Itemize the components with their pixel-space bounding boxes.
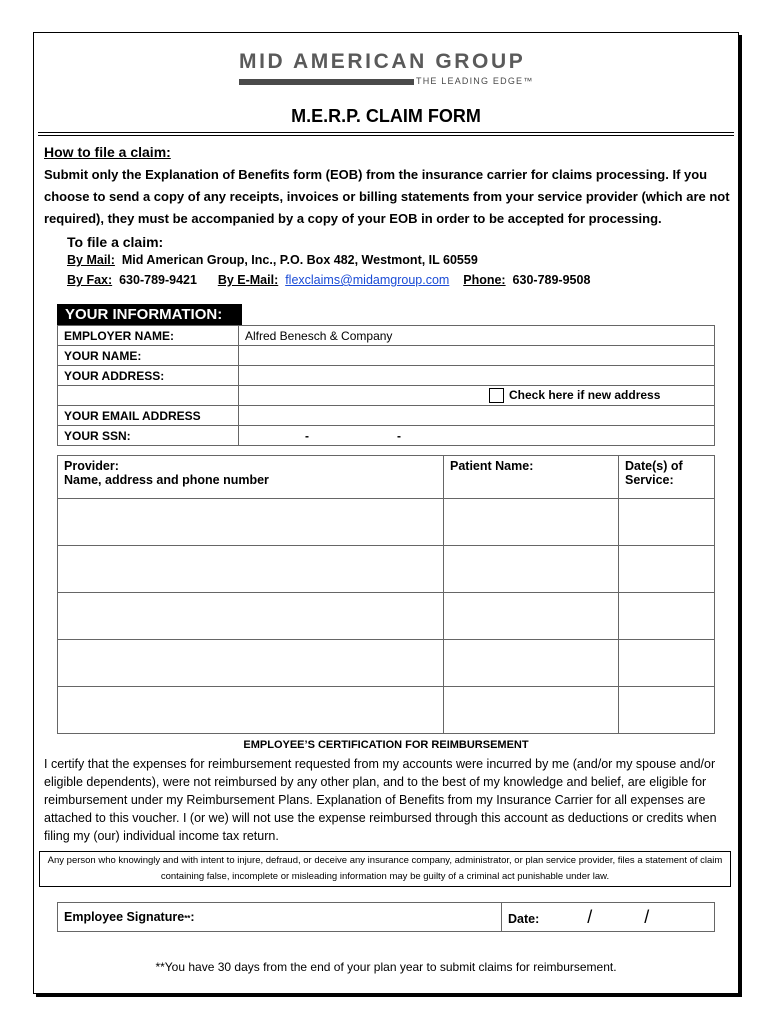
ssn-separator: - [305,428,309,443]
email-label: By E-Mail: [217,273,279,287]
provider-cell[interactable] [58,499,444,546]
provider-header-row [58,456,715,499]
patient-cell[interactable] [444,546,619,593]
date-cell[interactable] [619,546,715,593]
dates-header [619,456,715,499]
ssn-row [58,426,715,446]
title-divider [38,132,734,136]
your-ssn-field[interactable] [239,426,715,446]
mail-address: Mid American Group, Inc., P.O. Box 482, Westmont, IL 60559 [121,253,478,267]
signature-table [57,902,715,932]
to-file-heading: To file a claim: [67,234,164,250]
new-address-checkbox[interactable] [489,388,504,403]
company-logo-tagline: THE LEADING EDGE™ [416,76,534,86]
date-cell[interactable] [619,687,715,734]
address-row [58,366,715,386]
table-row [58,499,715,546]
date-cell[interactable] [619,640,715,687]
table-row [58,640,715,687]
name-row [58,346,715,366]
date-separator: / [644,906,650,927]
date-cell[interactable] [619,499,715,546]
signature-label: Employee Signature [64,910,185,924]
form-title: M.E.R.P. CLAIM FORM [291,106,481,126]
table-row [58,593,715,640]
employer-name-field[interactable]: Alfred Benesch & Company [239,326,715,346]
patient-cell[interactable] [444,593,619,640]
your-name-label: YOUR NAME: [58,346,239,366]
provider-table [57,455,715,734]
date-field[interactable] [502,903,715,932]
patient-cell[interactable] [444,640,619,687]
table-row [58,687,715,734]
your-information-table [57,325,715,446]
fraud-warning: Any person who knowingly and with intent to injure, defraud, or deceive any insurance company, administrator, or plan service provider, files a statement of claim containing false, incomplete or misleading information may be guilty of a criminal act punishable under law. [39,851,731,887]
email-link[interactable]: flexclaims@midamgroup.com [285,273,450,287]
fax-label: By Fax: [67,273,113,287]
deadline-note: **You have 30 days from the end of your plan year to submit claims for reimbursement. [155,960,617,974]
date-label: Date: [508,911,540,926]
your-address-field[interactable] [239,366,715,386]
your-email-label: YOUR EMAIL ADDRESS [58,406,239,426]
company-logo-name: MID AMERICAN GROUP [239,50,526,73]
patient-cell[interactable] [444,499,619,546]
claim-form-page [33,32,739,994]
address-label-spacer [58,386,239,406]
how-to-body: Submit only the Explanation of Benefits form (EOB) from the insurance carrier for claims processing. If you choose to send a copy of any receipts, invoices or billing statements from your service provider (which are not required), they must be accompanied by a copy of your EOB in order to be accepted for processing. [44,167,730,226]
dates-header-label: Date(s) of [625,459,683,473]
fax-number: 630-789-9421 [119,273,197,287]
table-row [58,546,715,593]
dates-header-sub: Service: [625,473,674,487]
provider-cell[interactable] [58,593,444,640]
certification-text: I certify that the expenses for reimbursement requested from my accounts were incurred by me (and/or my spouse and/or eligible dependents), were not reimbursed by any other plan, and to the best of my knowledge and belief, are eligible for reimbursement under my Reimbursement Plans. Explanation of Benefits from my Insurance Carrier for all expenses are attached to this voucher. I (or we) will not use the expense reimbursed through this account as deductions or credits when filing my (our) individual income tax return. [44,757,717,843]
signature-row [58,903,715,932]
your-email-field[interactable] [239,406,715,426]
provider-header-sub: Name, address and phone number [64,473,269,487]
your-name-field[interactable] [239,346,715,366]
how-to-heading: How to file a claim: [44,144,171,160]
ssn-separator: - [397,428,401,443]
employer-row [58,326,715,346]
signature-marker: ** [184,914,191,923]
provider-header [58,456,444,499]
provider-cell[interactable] [58,687,444,734]
address-line-2-field[interactable] [239,386,715,406]
mail-label: By Mail: [67,253,115,267]
address-row-2 [58,386,715,406]
signature-colon: : [190,910,195,924]
date-cell[interactable] [619,593,715,640]
provider-cell[interactable] [58,546,444,593]
your-ssn-label: YOUR SSN: [58,426,239,446]
your-address-label: YOUR ADDRESS: [58,366,239,386]
provider-cell[interactable] [58,640,444,687]
your-information-heading: YOUR INFORMATION: [57,304,242,325]
logo-bar [239,79,414,85]
patient-cell[interactable] [444,687,619,734]
employer-name-label: EMPLOYER NAME: [58,326,239,346]
phone-label: Phone: [463,273,506,287]
email-row [58,406,715,426]
provider-header-label: Provider: [64,459,119,473]
certification-title: EMPLOYEE’S CERTIFICATION FOR REIMBURSEMENT [243,739,529,751]
patient-name-header: Patient Name: [444,456,619,499]
contact-line [67,273,590,287]
employee-signature-field[interactable] [58,903,502,932]
new-address-label: Check here if new address [509,387,661,402]
date-separator: / [587,906,593,927]
mail-line [67,253,478,267]
phone-number: 630-789-9508 [512,273,591,287]
